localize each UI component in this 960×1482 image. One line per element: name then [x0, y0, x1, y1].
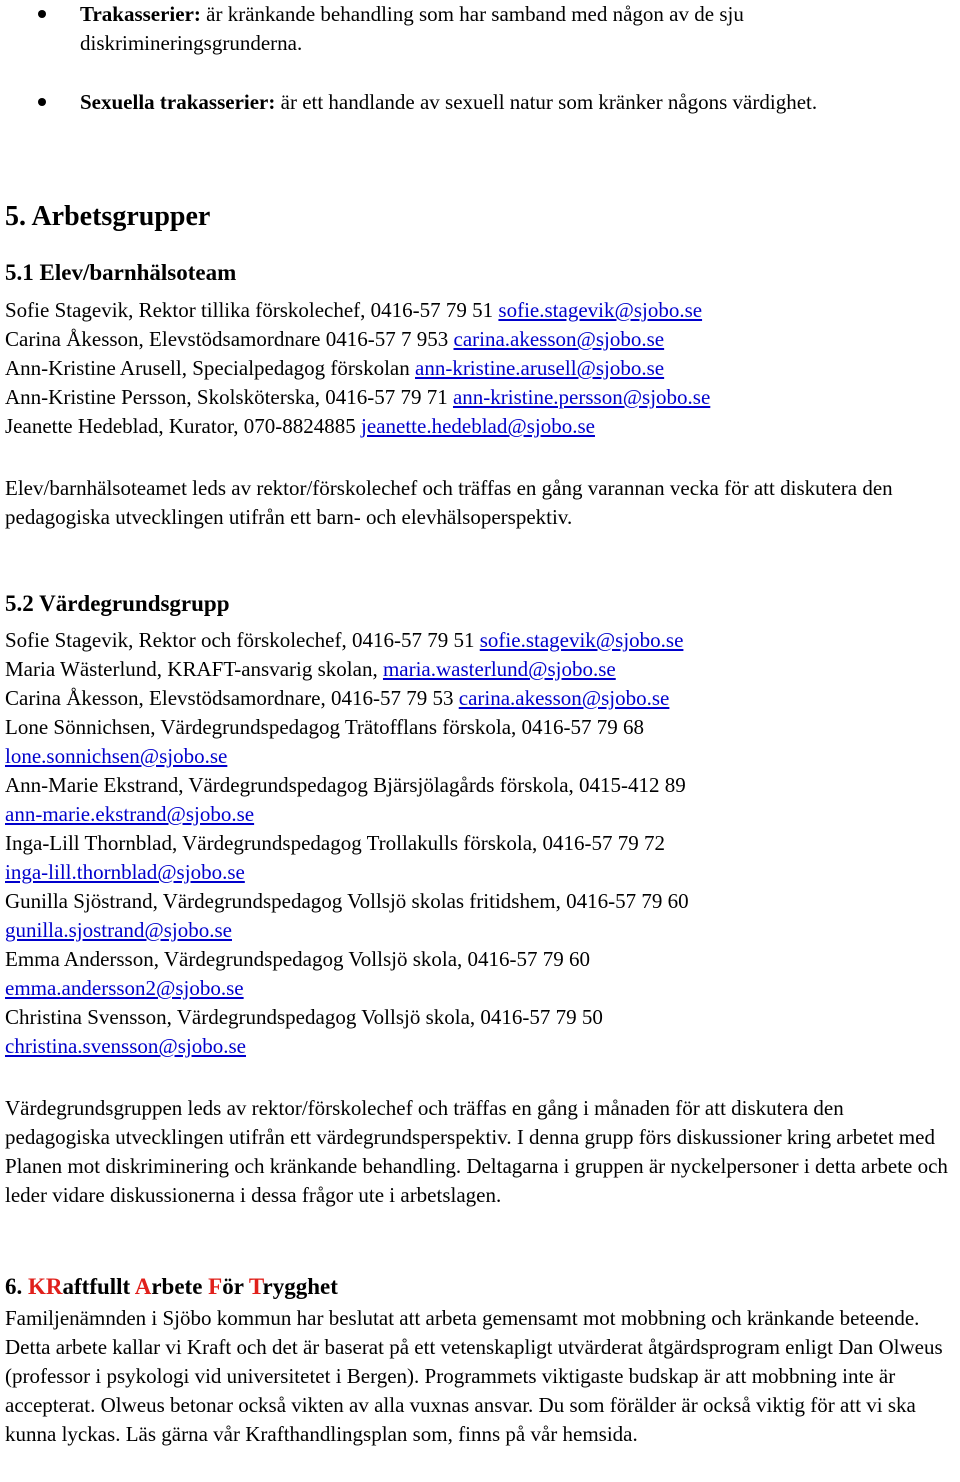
contact-line — [5, 858, 950, 887]
contact-info: Sofie Stagevik, Rektor och förskolechef, 0416-57 79 51 — [5, 628, 480, 652]
subsection-heading: 5.2 Värdegrundsgrupp — [5, 591, 230, 616]
contact-line — [5, 684, 950, 713]
contact-line — [5, 354, 950, 383]
contact-info: Christina Svensson, Värdegrundspedagog Vollsjö skola, 0416-57 79 50 — [5, 1005, 603, 1029]
definition-term: Sexuella trakasserier: — [80, 90, 276, 114]
contact-line — [5, 296, 950, 325]
contact-info: Jeanette Hedeblad, Kurator, 070-8824885 — [5, 414, 362, 438]
list-item — [0, 0, 950, 88]
contact-line — [5, 800, 950, 829]
email-link[interactable]: ann-kristine.arusell@sjobo.se — [415, 356, 665, 380]
body-paragraph: Familjenämnden i Sjöbo kommun har beslutat att arbeta gemensamt mot mobbning och kränkande beteende. Detta arbete kallar vi Kraft och det är baserat på ett vetenskapligt utvärderat åtgärdsprogram enligt Dan Olweus (professor i psykologi vid universitetet i Bergen). Programmets viktigaste budskap är att mobbning inte är accepterat. Olweus betonar också vikten av alla vuxnas ansvar. Du som förälder är också viktig för att vi ska kunna lyckas. Läs gärna vår Krafthandlingsplan som, finns på vår hemsida. — [5, 1306, 943, 1446]
definitions-list — [0, 0, 950, 117]
definition-text: är ett handlande av sexuell natur som kränker någons värdighet. — [275, 90, 818, 114]
contact-info: Carina Åkesson, Elevstödsamordnare 0416-57 7 953 — [5, 327, 454, 351]
contact-info: Emma Andersson, Värdegrundspedagog Vollsjö skola, 0416-57 79 60 — [5, 947, 591, 971]
contact-info: Ann-Marie Ekstrand, Värdegrundspedagog Bjärsjölagårds förskola, 0415-412 89 — [5, 773, 686, 797]
heading-initial: KR — [28, 1274, 63, 1299]
heading-initial: F — [208, 1274, 223, 1299]
contact-line — [5, 325, 950, 354]
heading-part: aftfullt — [62, 1274, 135, 1299]
heading-initial: T — [248, 1274, 263, 1299]
contact-info: Maria Wästerlund, KRAFT-ansvarig skolan, — [5, 657, 383, 681]
email-link[interactable]: emma.andersson2@sjobo.se — [5, 976, 244, 1000]
section-heading: 5. Arbetsgrupper — [5, 201, 211, 232]
contact-line — [5, 383, 950, 412]
contact-line — [5, 626, 950, 655]
email-link[interactable]: carina.akesson@sjobo.se — [458, 686, 670, 710]
list-item — [0, 88, 950, 117]
email-link[interactable]: ann-kristine.persson@sjobo.se — [452, 385, 711, 409]
contact-info: Ann-Kristine Arusell, Specialpedagog förskolan — [5, 356, 415, 380]
subsection-heading: 5.1 Elev/barnhälsoteam — [5, 260, 237, 285]
contact-line — [5, 771, 950, 800]
contact-line — [5, 916, 950, 945]
email-link[interactable]: maria.wasterlund@sjobo.se — [382, 657, 616, 681]
contact-line — [5, 1003, 950, 1032]
bullet-icon — [38, 10, 46, 18]
contact-info: Gunilla Sjöstrand, Värdegrundspedagog Vollsjö skolas fritidshem, 0416-57 79 60 — [5, 889, 689, 913]
email-link[interactable]: christina.svensson@sjobo.se — [5, 1034, 246, 1058]
contact-line — [5, 829, 950, 858]
contact-line — [5, 713, 950, 742]
email-link[interactable]: jeanette.hedeblad@sjobo.se — [361, 414, 595, 438]
contact-info: Sofie Stagevik, Rektor tillika förskolechef, 0416-57 79 51 — [5, 298, 499, 322]
contact-line — [5, 742, 950, 771]
body-paragraph: Elev/barnhälsoteamet leds av rektor/förskolechef och träffas en gång varannan vecka för att diskutera den pedagogiska utvecklingen utifrån ett barn- och elevhälsoperspektiv. — [5, 476, 893, 529]
contact-line — [5, 887, 950, 916]
contact-line — [5, 945, 950, 974]
contact-line — [5, 974, 950, 1003]
contact-info: Lone Sönnichsen, Värdegrundspedagog Trätofflans förskola, 0416-57 79 68 — [5, 715, 645, 739]
contact-list — [5, 626, 950, 1061]
contact-list — [5, 296, 950, 441]
email-link[interactable]: inga-lill.thornblad@sjobo.se — [5, 860, 245, 884]
email-link[interactable]: lone.sonnichsen@sjobo.se — [5, 744, 228, 768]
definition-text: är kränkande behandling som har samband med någon av de sju diskrimineringsgrunderna. — [80, 2, 744, 55]
email-link[interactable]: ann-marie.ekstrand@sjobo.se — [5, 802, 255, 826]
contact-line — [5, 1032, 950, 1061]
body-paragraph: Värdegrundsgruppen leds av rektor/förskolechef och träffas en gång i månaden för att diskutera den pedagogiska utvecklingen utifrån ett värdegrundsperspektiv. I denna grupp förs diskussioner kring arbetet med Planen mot diskriminering och kränkande behandling. Deltagarna i gruppen är nyckelpersoner i detta arbete och leder vidare diskussionerna i dessa frågor ute i arbetslagen. — [5, 1096, 948, 1207]
contact-line — [5, 655, 950, 684]
heading-part: 6. — [5, 1274, 28, 1299]
heading-part: rygghet — [262, 1274, 338, 1299]
contact-info: Inga-Lill Thornblad, Värdegrundspedagog Trollakulls förskola, 0416-57 79 72 — [5, 831, 666, 855]
heading-initial: A — [134, 1274, 152, 1299]
email-link[interactable]: sofie.stagevik@sjobo.se — [479, 628, 684, 652]
heading-part: ör — [222, 1274, 249, 1299]
contact-info: Ann-Kristine Persson, Skolsköterska, 0416-57 79 71 — [5, 385, 453, 409]
contact-line — [5, 412, 950, 441]
heading-part: rbete — [151, 1274, 209, 1299]
section-heading — [5, 1272, 950, 1302]
bullet-icon — [38, 98, 46, 106]
email-link[interactable]: carina.akesson@sjobo.se — [453, 327, 665, 351]
email-link[interactable]: sofie.stagevik@sjobo.se — [498, 298, 703, 322]
contact-info: Carina Åkesson, Elevstödsamordnare, 0416-57 79 53 — [5, 686, 459, 710]
email-link[interactable]: gunilla.sjostrand@sjobo.se — [5, 918, 232, 942]
definition-term: Trakasserier: — [80, 2, 201, 26]
